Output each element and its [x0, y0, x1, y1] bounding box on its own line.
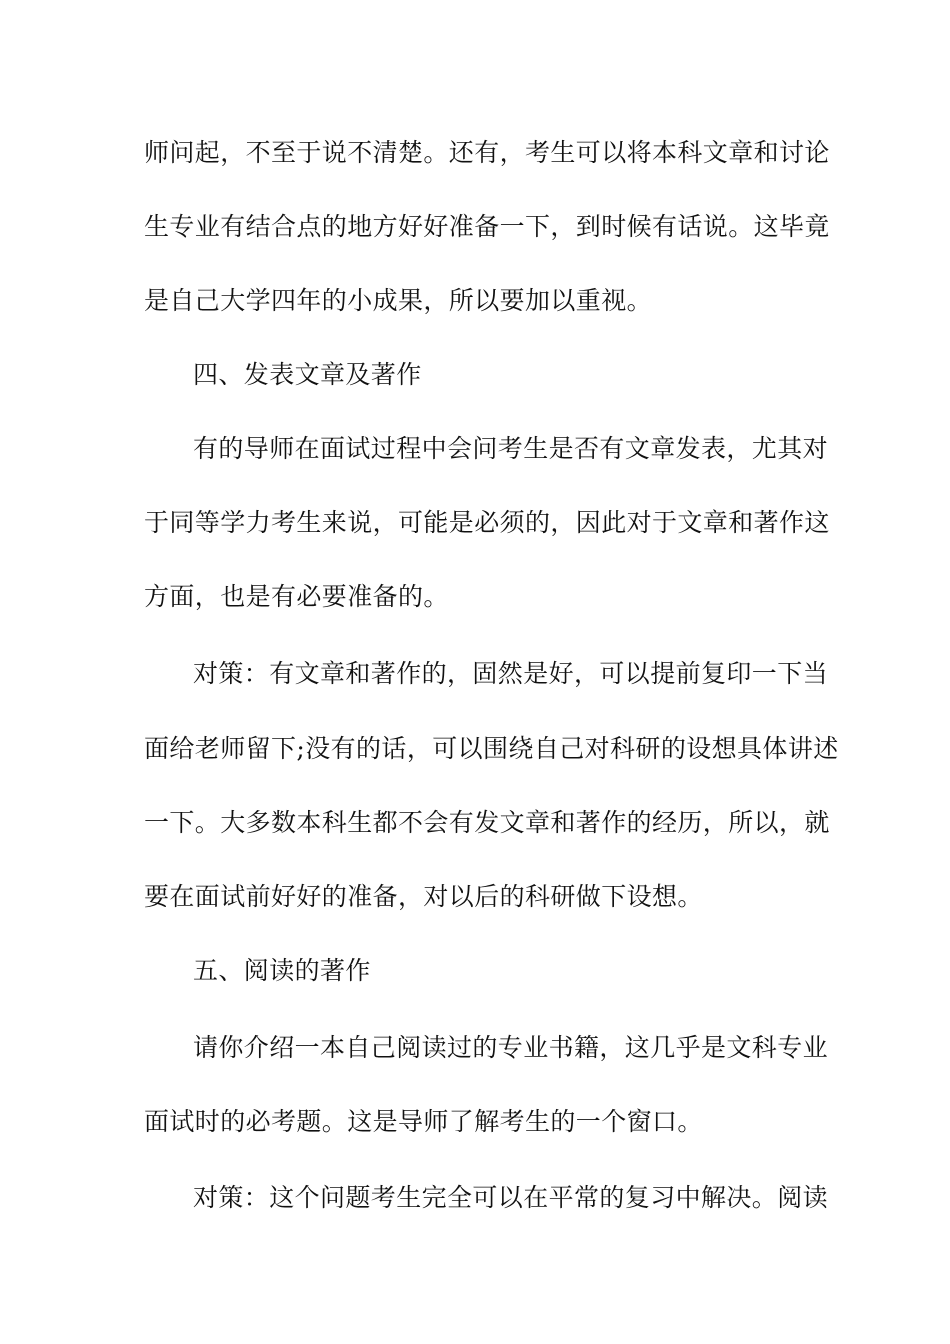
paragraph-line-10: 一下。大多数本科生都不会有发文章和著作的经历，所以，就 [144, 808, 830, 837]
paragraph-line-3: 是自己大学四年的小成果，所以要加以重视。 [144, 286, 653, 315]
paragraph-line-9: 面给老师留下;没有的话，可以围绕自己对科研的设想具体讲述 [144, 734, 839, 763]
paragraph-line-13: 请你介绍一本自己阅读过的专业书籍，这几乎是文科专业 [193, 1033, 829, 1062]
paragraph-line-15: 对策：这个问题考生完全可以在平常的复习中解决。阅读 [193, 1183, 829, 1212]
paragraph-line-2: 生专业有结合点的地方好好准备一下，到时候有话说。这毕竟 [144, 212, 830, 241]
section-heading-5: 五、阅读的著作 [193, 956, 371, 985]
paragraph-line-6: 于同等学力考生来说，可能是必须的，因此对于文章和著作这 [144, 508, 830, 537]
paragraph-line-11: 要在面试前好好的准备，对以后的科研做下设想。 [144, 882, 703, 911]
paragraph-line-1: 师问起，不至于说不清楚。还有，考生可以将本科文章和讨论 [144, 138, 830, 167]
paragraph-line-14: 面试时的必考题。这是导师了解考生的一个窗口。 [144, 1107, 703, 1136]
paragraph-line-7: 方面，也是有必要准备的。 [144, 582, 449, 611]
paragraph-line-5: 有的导师在面试过程中会问考生是否有文章发表，尤其对 [193, 434, 829, 463]
paragraph-line-8: 对策：有文章和著作的，固然是好，可以提前复印一下当 [193, 659, 829, 688]
section-heading-4: 四、发表文章及著作 [193, 360, 422, 389]
